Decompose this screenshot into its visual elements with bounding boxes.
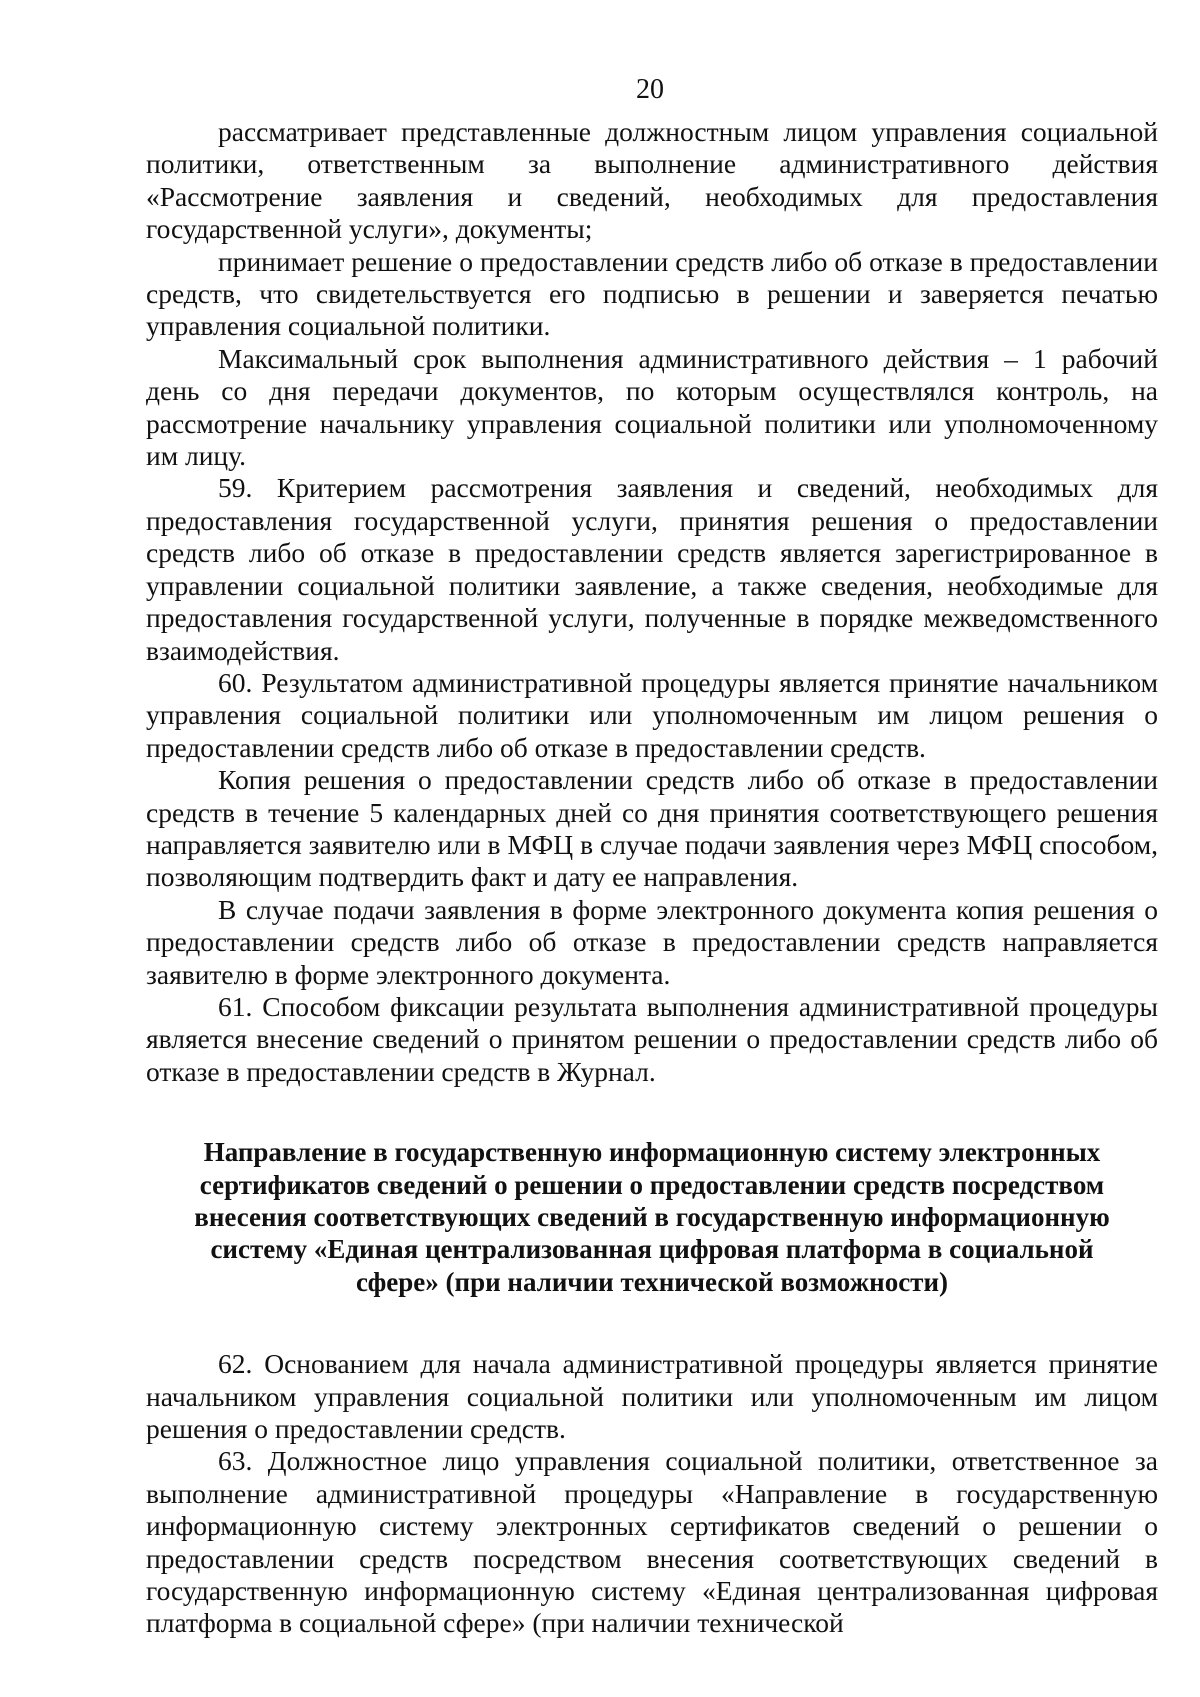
page-number: 20 — [636, 74, 664, 105]
section-heading — [158, 1136, 1146, 1298]
section-heading-line: внесения соответствующих сведений в государственную информационную — [194, 1202, 1110, 1232]
paragraph-item-62: 62. Основанием для начала административной процедуры является принятие начальником управления социальной политики или уполномоченным им лицом решения о предоставлении средств. — [146, 1348, 1158, 1445]
paragraph-item-60: 60. Результатом административной процедуры является принятие начальником управления социальной политики или уполномоченным им лицом решения о предоставлении средств либо об отказе в предоставлении средств. — [146, 666, 1158, 763]
paragraph-item-61: 61. Способом фиксации результата выполнения административной процедуры является внесение сведений о принятом решении о предоставлении средств либо об отказе в предоставлении средств в Журнал. — [146, 990, 1158, 1087]
paragraph-item-59: 59. Критерием рассмотрения заявления и сведений, необходимых для предоставления государственной услуги, принятия решения о предоставлении средств либо об отказе в предоставлении средств является зарегистрированное в управлении социальной политики заявление, а также сведения, необходимые для предоставления государственной услуги, полученные в порядке межведомственного взаимодействия. — [146, 472, 1158, 666]
paragraph: рассматривает представленные должностным лицом управления социальной политики, ответственным за выполнение административного действия «Рассмотрение заявления и сведений, необходимых для предоставления государственной услуги», документы; — [146, 116, 1158, 245]
section-heading-line: сертификатов сведений о решении о предоставлении средств посредством — [199, 1169, 1105, 1200]
section-heading-line: сфере» (при наличии технической возможности) — [355, 1266, 948, 1297]
paragraph: В случае подачи заявления в форме электронного документа копия решения о предоставлении средств либо об отказе в предоставлении средств направляется заявителю в форме электронного документа. — [146, 893, 1158, 990]
section-heading-line: систему «Единая централизованная цифровая платформа в социальной — [210, 1234, 1094, 1265]
document-body — [146, 116, 1158, 1640]
paragraph: Максимальный срок выполнения административного действия – 1 рабочий день со дня передачи документов, по которым осуществлялся контроль, на рассмотрение начальнику управления социальной политики или уполномоченному им лицу. — [146, 342, 1158, 472]
paragraph: принимает решение о предоставлении средств либо об отказе в предоставлении средств, что свидетельствуется его подписью в решении и заверяется печатью управления социальной политики. — [146, 245, 1158, 342]
paragraph: Копия решения о предоставлении средств либо об отказе в предоставлении средств в течение 5 календарных дней со дня принятия соответствующего решения направляется заявителю или в МФЦ в случае подачи заявления через МФЦ способом, позволяющим подтвердить факт и дату ее направления. — [146, 764, 1158, 893]
section-heading-line: Направление в государственную информационную систему электронных — [203, 1137, 1101, 1168]
paragraph-item-63: 63. Должностное лицо управления социальной политики, ответственное за выполнение административной процедуры «Направление в государственную информационную систему электронных сертификатов сведений о решении о предоставлении средств посредством внесения соответствующих сведений в государственную информационную систему «Единая централизованная цифровая платформа в социальной сфере» (при наличии технической — [146, 1445, 1158, 1639]
